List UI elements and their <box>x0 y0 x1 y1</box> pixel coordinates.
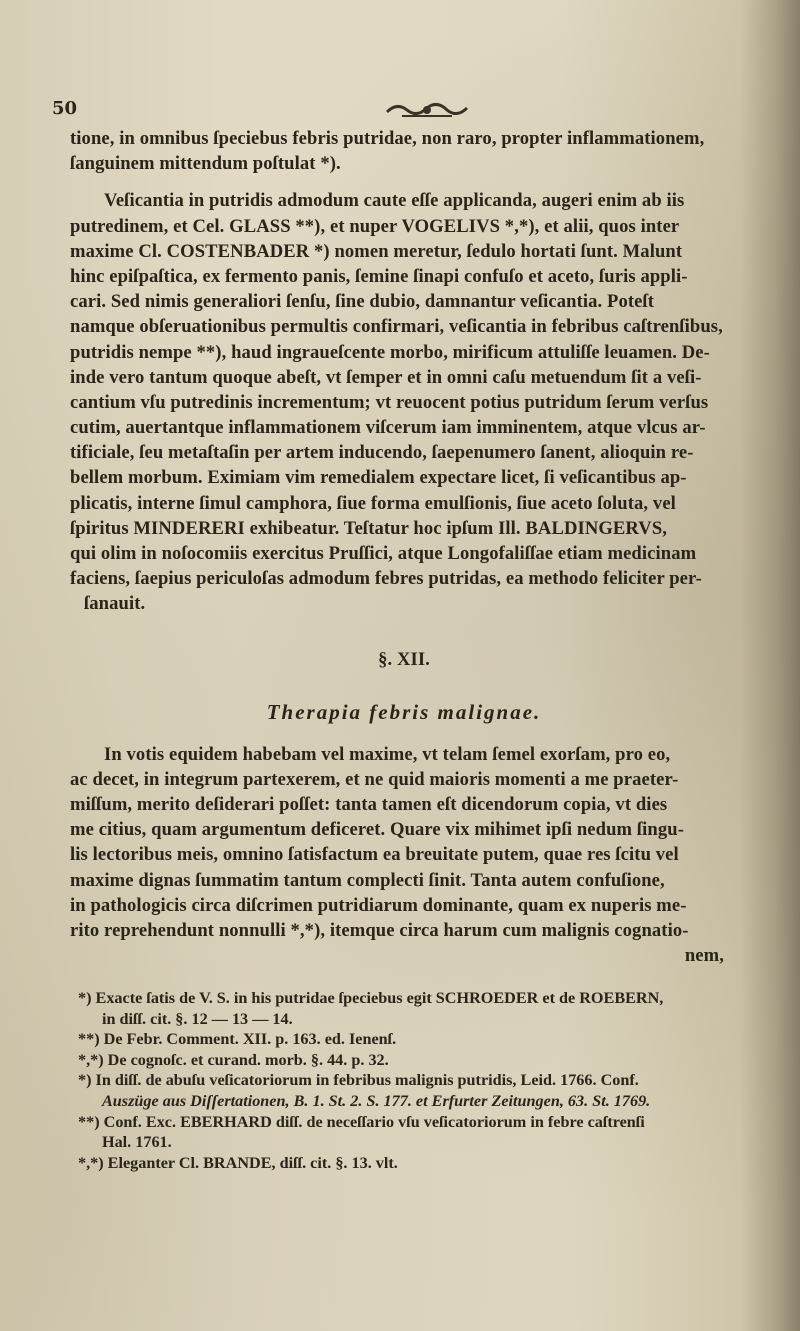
page-edge-shadow <box>740 0 800 1331</box>
text-line: qui olim in noſocomiis exercitus Pruſſici, atque Longofaliſſae etiam medicinam <box>70 543 697 564</box>
main-text <box>70 126 738 968</box>
text-line: hinc epiſpaſtica, ex fermento panis, ſemine ſinapi confuſo et aceto, ſuris appli- <box>70 265 688 287</box>
text-line: in pathologicis circa diſcrimen putridiarum dominante, quam ex nuperis me- <box>70 894 687 916</box>
text-line: cantium vſu putredinis incrementum; vt reuocent potius putridum ſerum verſus <box>70 391 709 413</box>
footnote: *) Exacte ſatis de V. S. in his putridae ſpeciebus egit SCHROEDER et de ROEBERN, <box>78 989 664 1007</box>
text-line: miſſum, merito deſiderari poſſet: tanta tamen eſt dicendorum copia, vt dies <box>70 793 668 815</box>
text-line: ac decet, in integrum partexerem, et ne quid maioris momenti a me praeter- <box>70 768 679 790</box>
text-line: me citius, quam argumentum deficeret. Quare vix mihimet ipſi nedum ſingu- <box>70 819 684 841</box>
footnote-continuation: Hal. 1761. <box>102 1133 172 1152</box>
catchword: nem, <box>684 945 724 967</box>
text-line: In votis equidem habebam vel maxime, vt telam ſemel exorſam, pro eo, <box>104 743 671 765</box>
text-line: cari. Sed nimis generaliori ſenſu, ſine dubio, damnantur veſicantia. Poteſt <box>70 291 655 313</box>
footnote-continuation: in diſſ. cit. §. 12 — 13 — 14. <box>102 1009 293 1028</box>
text-line: bellem morbum. Eximiam vim remedialem expectare licet, ſi veſicantibus ap- <box>70 467 687 489</box>
footnote: *,*) De cognoſc. et curand. morb. §. 44. p. 32. <box>78 1050 389 1069</box>
footnote: *,*) Eleganter Cl. BRANDE, diſſ. cit. §. 13. vlt. <box>78 1153 398 1172</box>
text-line: ſpiritus MINDERERI exhibeatur. Teſtatur hoc ipſum Ill. BALDINGERVS, <box>70 517 668 539</box>
printer-ornament-icon <box>382 100 472 120</box>
footnote: **) Conf. Exc. EBERHARD diſſ. de neceſſario vſu veſicatoriorum in febre caſtrenſi <box>78 1112 645 1131</box>
text-line: faciens, ſaepius periculoſas admodum febres putridas, ea methodo feliciter per- <box>70 568 702 590</box>
text-line: putredinem, et Cel. GLASS **), et nuper VOGELIVS *,*), et alii, quos inter <box>70 215 680 237</box>
footnote: *) In diſſ. de abuſu veſicatoriorum in febribus malignis putridis, Leid. 1766. Conf. <box>78 1071 639 1090</box>
page-number: 50 <box>52 98 78 119</box>
text-line: plicatis, interne ſimul camphora, ſiue forma emulſionis, ſiue aceto ſoluta, vel <box>70 492 676 514</box>
text-line: tione, in omnibus ſpeciebus febris putridae, non raro, propter inflammationem, <box>70 128 705 149</box>
page-header <box>52 98 732 128</box>
text-line: putridis nempe **), haud ingraueſcente morbo, mirificum attuliſſe leuamen. De- <box>70 341 710 363</box>
footnote-continuation: Auszüge aus Diſſertationen, B. 1. St. 2. S. 177. et Erfurter Zeitungen, 63. St. 1769. <box>102 1091 651 1110</box>
text-line: rito reprehendunt nonnulli *,*), itemque circa harum cum malignis cognatio- <box>70 919 689 941</box>
text-line: lis lectoribus meis, omnino ſatisfactum ea breuitate putem, quae res ſcitu vel <box>70 844 679 866</box>
text-line: tificiale, ſeu metaſtaſin per artem inducendo, ſaepenumero ſanent, alioquin re- <box>70 442 694 464</box>
footnotes <box>78 988 738 1173</box>
section-number: §. XII. <box>378 648 430 670</box>
footnote: **) De Febr. Comment. XII. p. 163. ed. Ienenſ. <box>78 1030 397 1049</box>
section-title: Therapia febris malignae. <box>266 699 542 724</box>
text-line: maxime Cl. COSTENBADER *) nomen meretur, ſedulo hortati ſunt. Malunt <box>70 240 683 262</box>
text-line: ſanguinem mittendum poſtulat *). <box>70 153 341 175</box>
text-line: namque obſeruationibus permultis confirmari, veſicantia in febribus caſtrenſibus, <box>70 316 723 338</box>
text-line: maxime dignas ſummatim tantum complecti ſinit. Tanta autem confuſione, <box>70 869 665 891</box>
text-line: Veſicantia in putridis admodum caute eſſe applicanda, augeri enim ab iis <box>104 190 685 212</box>
text-line: ſanauit. <box>84 593 146 615</box>
text-line: cutim, auertantque inflammationem viſcerum iam imminentem, atque vlcus ar- <box>70 417 706 439</box>
text-line: inde vero tantum quoque abeſt, vt ſemper et in omni caſu metuendum ſit a veſi- <box>70 366 702 388</box>
